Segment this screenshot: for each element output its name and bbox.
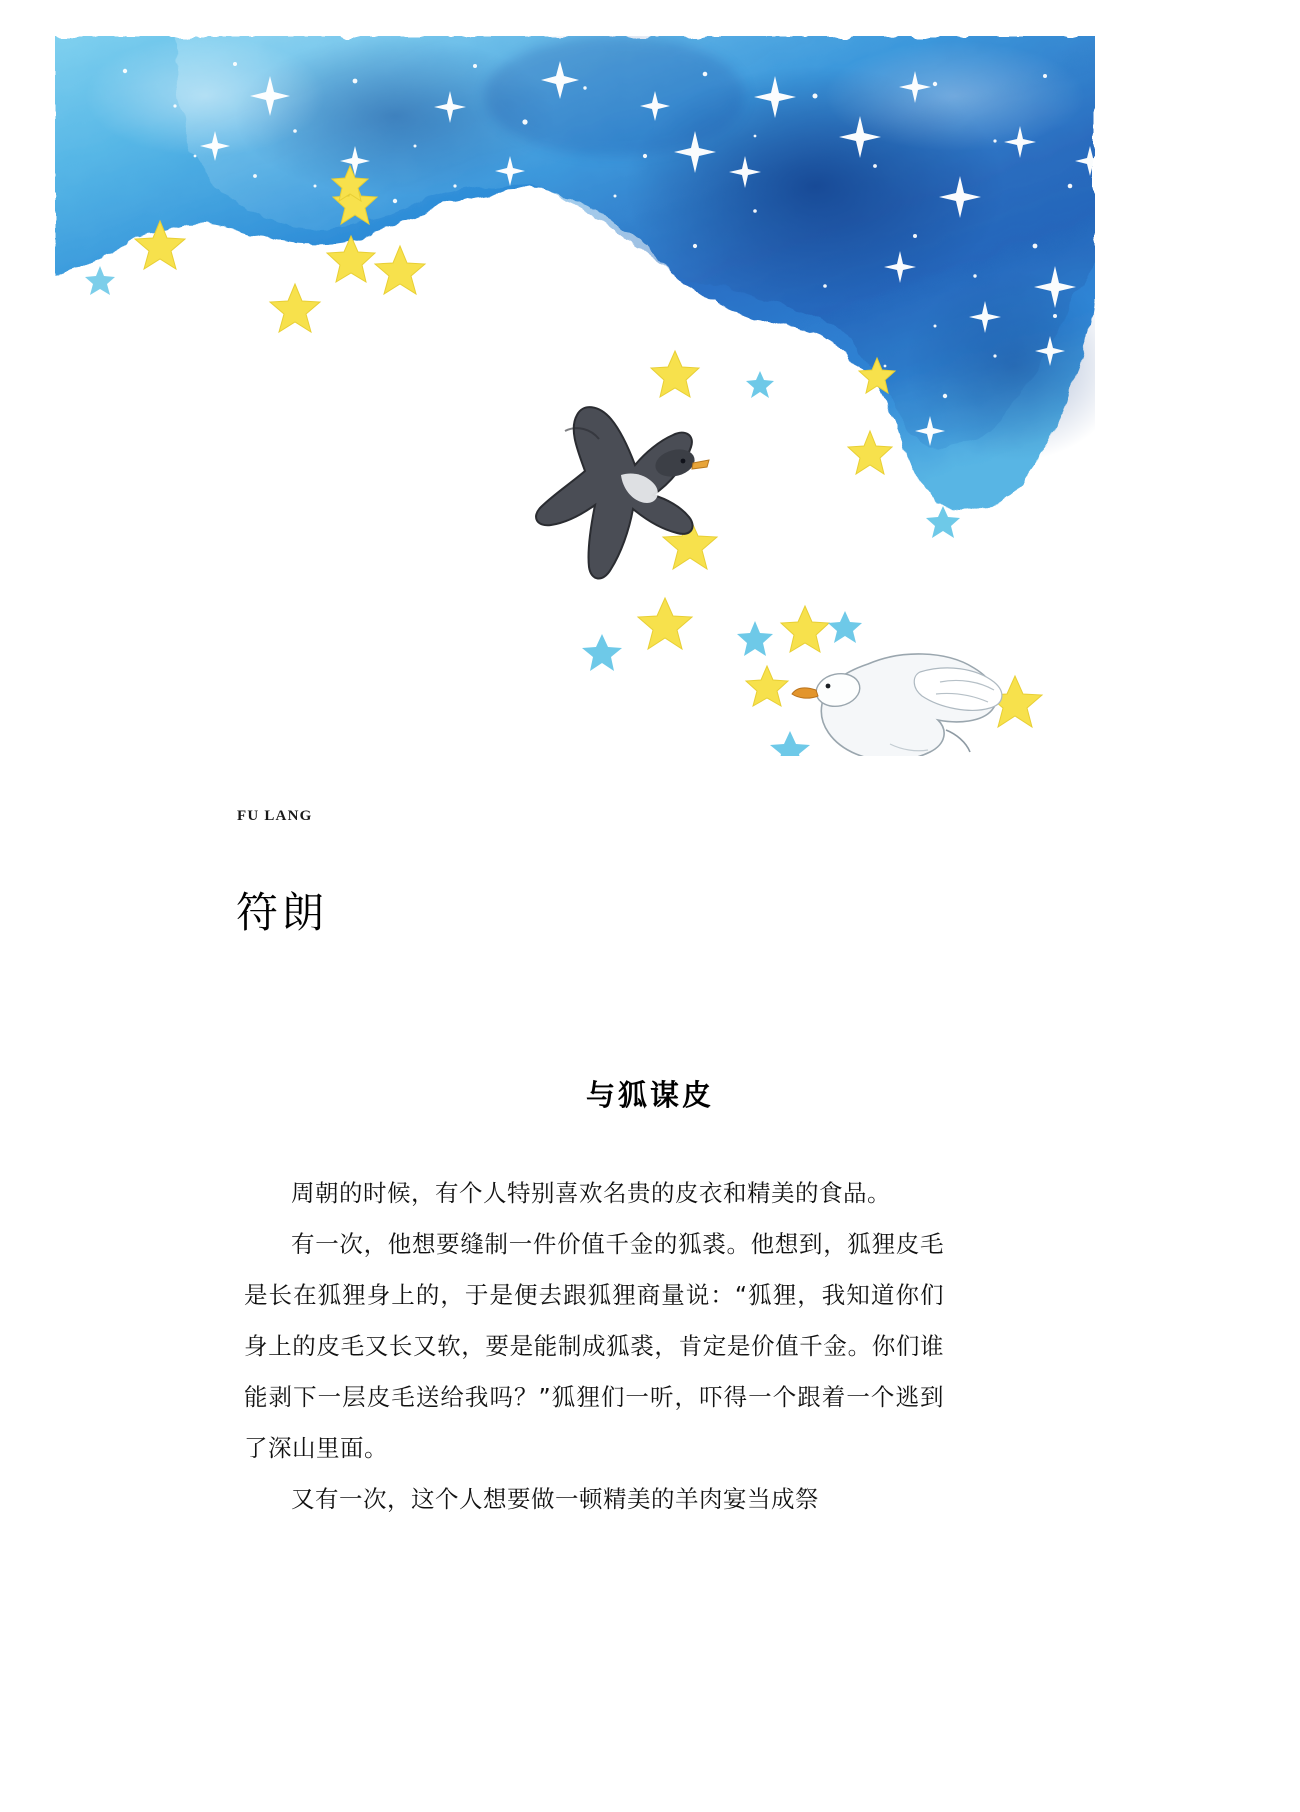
paragraph: 有一次，他想要缝制一件价值千金的狐裘。他想到，狐狸皮毛是长在狐狸身上的，于是便去跟狐狸商量说：“狐狸，我知道你们身上的皮毛又长又软，要是能制成狐裘，肯定是价值千金。你们谁能剥下一层皮毛送给我吗？”狐狸们一听，吓得一个跟着一个逃到了深山里面。	[244, 1230, 944, 1462]
author-chinese-name: 符朗	[236, 888, 329, 937]
author-latin-name: FU LANG	[237, 808, 313, 824]
illustration	[55, 36, 1095, 756]
watercolor-sky-illustration	[55, 36, 1095, 756]
resting-white-goose-icon	[792, 654, 1002, 756]
paragraph: 周朝的时候，有个人特别喜欢名贵的皮衣和精美的食品。	[291, 1179, 891, 1207]
paragraph: 又有一次，这个人想要做一顿精美的羊肉宴当成祭	[291, 1485, 819, 1513]
story-body	[244, 1168, 944, 1525]
story-title: 与狐谋皮	[585, 1078, 714, 1112]
